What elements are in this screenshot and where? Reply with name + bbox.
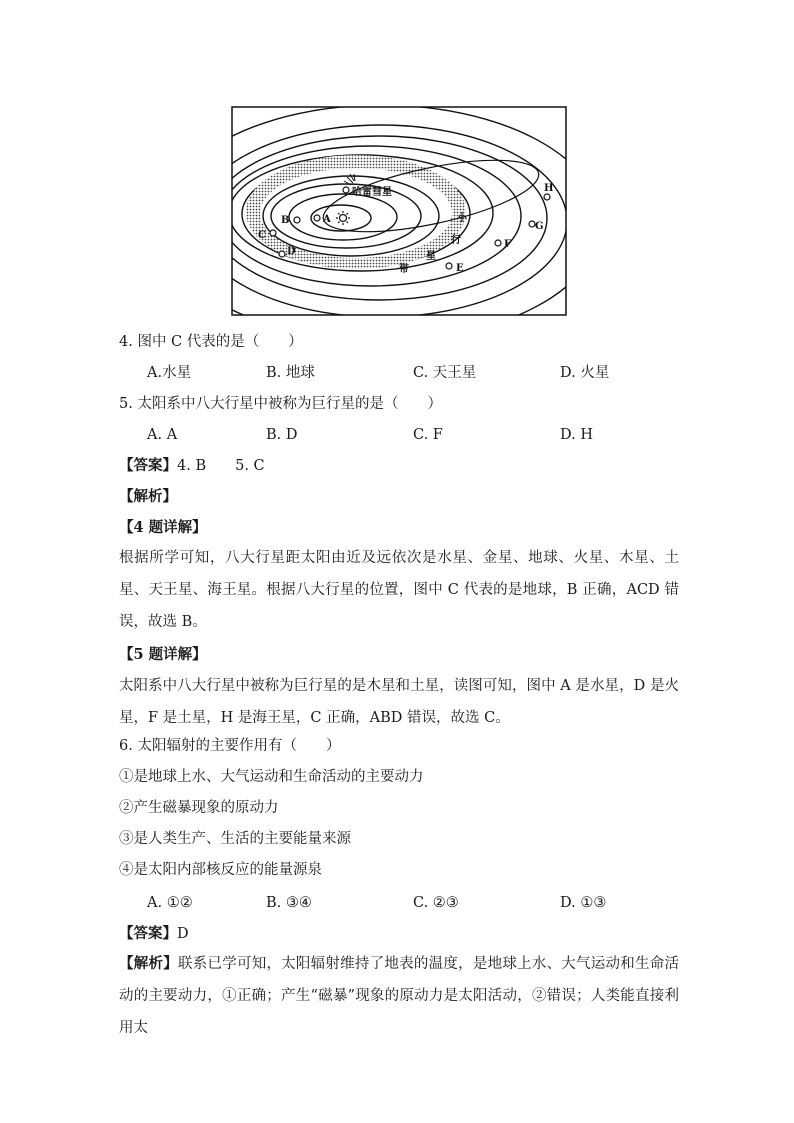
planet-f-marker xyxy=(495,240,501,246)
q5-option-d: D. H xyxy=(560,427,593,443)
q4-detail-tag: 【4 题详解】 xyxy=(119,519,207,536)
orbit-diagram-svg xyxy=(231,106,567,316)
label-g: G xyxy=(535,221,544,232)
label-c: C xyxy=(258,230,266,241)
answer6-tag: 【答案】 xyxy=(119,925,177,942)
planet-a-marker xyxy=(314,215,320,221)
answer-tag: 【答案】 xyxy=(119,457,177,474)
label-b: B xyxy=(281,215,290,226)
q6-stem: 6. 太阳辐射的主要作用有（ ） xyxy=(119,738,341,754)
planet-b-marker xyxy=(294,217,300,223)
q5-stem: 5. 太阳系中八大行星中被称为巨行星的是（ ） xyxy=(119,396,442,412)
planet-c-marker xyxy=(270,230,276,236)
q6-item-1: ①是地球上水、大气运动和生命活动的主要动力 xyxy=(119,769,424,785)
q5-detail-text: 太阳系中八大行星中被称为巨行星的是木星和土星，读图可知，图中 A 是水星，D 是火星，F 是土星，H 是海王星，C 正确，ABD 错误，故选 C。 xyxy=(119,678,679,726)
label-f: F xyxy=(504,239,512,250)
planet-d-marker xyxy=(279,251,285,257)
q6-option-c: C. ②③ xyxy=(413,895,459,911)
label-belt-3: 星 xyxy=(426,251,436,262)
answer6-text: D xyxy=(177,926,189,942)
label-a: A xyxy=(323,214,331,225)
q6-option-a: A. ①② xyxy=(147,895,193,911)
diagram-frame xyxy=(232,107,566,315)
planet-e-marker xyxy=(446,263,452,269)
q4-stem: 4. 图中 C 代表的是（ ） xyxy=(119,334,303,350)
q4-detail-text: 根据所学可知，八大行星距太阳由近及远依次是水星、金星、地球、火星、木星、土星、天王星、海王星。根据八大行星的位置，图中 C 代表的是地球，B 正确，ACD 错误，故选 B。 xyxy=(119,550,679,630)
answer-4-5 xyxy=(119,455,265,477)
q6-item-3: ③是人类生产、生活的主要能量来源 xyxy=(119,831,351,847)
label-d: D xyxy=(287,246,296,257)
planet-h-marker xyxy=(544,194,550,200)
q4-option-c: C. 天王星 xyxy=(413,365,477,381)
q4-option-d: D. 火星 xyxy=(560,365,610,381)
label-belt-1: 小 xyxy=(457,213,467,224)
label-e: E xyxy=(456,263,464,274)
q4-option-b: B. 地球 xyxy=(266,365,315,381)
q6-option-b: B. ③④ xyxy=(266,895,312,911)
q5-option-c: C. F xyxy=(413,427,443,443)
answer-text: 4. B 5. C xyxy=(177,458,265,474)
q4-option-a: A.水星 xyxy=(147,365,192,381)
analysis6-tag: 【解析】 xyxy=(119,955,178,972)
comet-marker xyxy=(343,187,349,193)
label-belt-4: 带 xyxy=(399,264,409,275)
analysis-tag: 【解析】 xyxy=(119,488,177,505)
q5-option-a: A. A xyxy=(147,427,178,443)
analysis6-text: 联系已学可知，太阳辐射维持了地表的温度，是地球上水、大气运动和生命活动的主要动力，①正确；产生“磁暴”现象的原动力是太阳活动，②错误；人类能直接利用太 xyxy=(119,956,680,1036)
q5-detail-tag: 【5 题详解】 xyxy=(119,646,207,663)
q6-item-4: ④是太阳内部核反应的能量源泉 xyxy=(119,862,322,878)
analysis-6 xyxy=(119,948,680,1036)
label-h: H xyxy=(544,183,554,194)
solar-system-diagram xyxy=(231,106,567,316)
q6-item-2: ②产生磁暴现象的原动力 xyxy=(119,800,279,816)
q5-option-b: B. D xyxy=(266,427,298,443)
q6-option-d: D. ①③ xyxy=(560,895,607,911)
answer-6 xyxy=(119,923,189,945)
label-halley-comet: 哈雷彗星 xyxy=(352,187,392,198)
label-belt-2: 行 xyxy=(451,235,461,246)
